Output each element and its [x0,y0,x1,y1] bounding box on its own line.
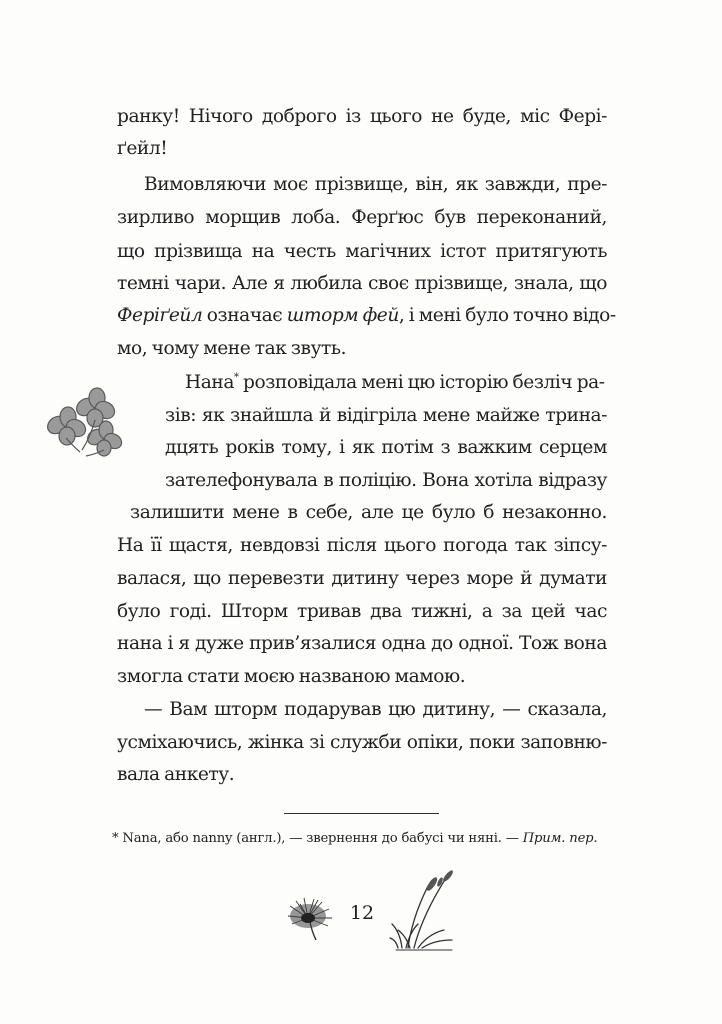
text-line-19: — Вам шторм подарував цю дитину, — сказала, [144,699,607,720]
italic-name: Ферiґейл [117,305,203,326]
footnote-star: * [112,831,119,846]
grass-icon [388,868,460,952]
text-line-12: зателефонувала в поліцію. Вона хотіла відразу [165,470,607,491]
text-line-3: Вимовляючи моє прізвище, він, як завжди, пре- [144,174,607,195]
text-line-10: зів: як знайшла й відігріла мене майже трина- [165,405,607,426]
text-line-2: ґейл! [117,138,168,159]
text-line-8: мо, чому мене так звуть. [117,338,347,359]
footnote [112,830,610,848]
text-line-18: змогла стати моєю названою мамою. [117,666,466,687]
text-line-1: ранку! Нічого доброго із цього не буде, міс Ферi- [117,106,607,127]
text-line-7 [117,300,616,332]
text-line-20: усміхаючись, жінка зі служби опіки, поки заповню- [117,732,607,753]
clover-icon [38,378,138,468]
text-fragment: Нана [185,372,234,393]
text-line-16: було годі. Шторм тривав два тижні, а за цей час [117,601,607,622]
text-fragment: означає [202,305,287,326]
footnote-text: Nana, або nanny (англ.), — звернення до бабусі чи няні. — [118,831,523,846]
footnote-translator-note: Прим. пер. [522,831,598,846]
footnote-divider [284,813,439,814]
text-fragment: , і мені було точно відо- [398,305,616,326]
page-number: 12 [349,902,375,924]
text-line-15: валася, що перевезти дитину через море й думати [117,568,607,589]
footnote-marker: * [233,372,239,383]
text-line-4: зирливо морщив лоба. Ферґюс був переконаний, [117,207,607,228]
text-line-11: дцять років тому, і як потім з важким серцем [165,437,607,458]
text-line-17: нана і я дуже прив’язалися одна до одної. Тож вона [117,633,607,654]
italic-meaning: шторм фей [286,305,399,326]
dandelion-icon [282,896,336,942]
text-line-5: що прізвища на честь магічних істот притягують [117,241,607,262]
text-line-9 [185,367,607,399]
text-line-6: темні чари. Але я любила своє прізвище, знала, що [117,273,607,294]
text-line-14: На її щастя, невдовзі після цього погода так зіпсу- [117,535,607,556]
text-fragment: розповідала мені цю історію безліч ра- [238,372,605,393]
text-line-21: вала анкету. [117,764,235,785]
text-line-13: залишити мене в себе, але це було б незаконно. [130,502,607,523]
